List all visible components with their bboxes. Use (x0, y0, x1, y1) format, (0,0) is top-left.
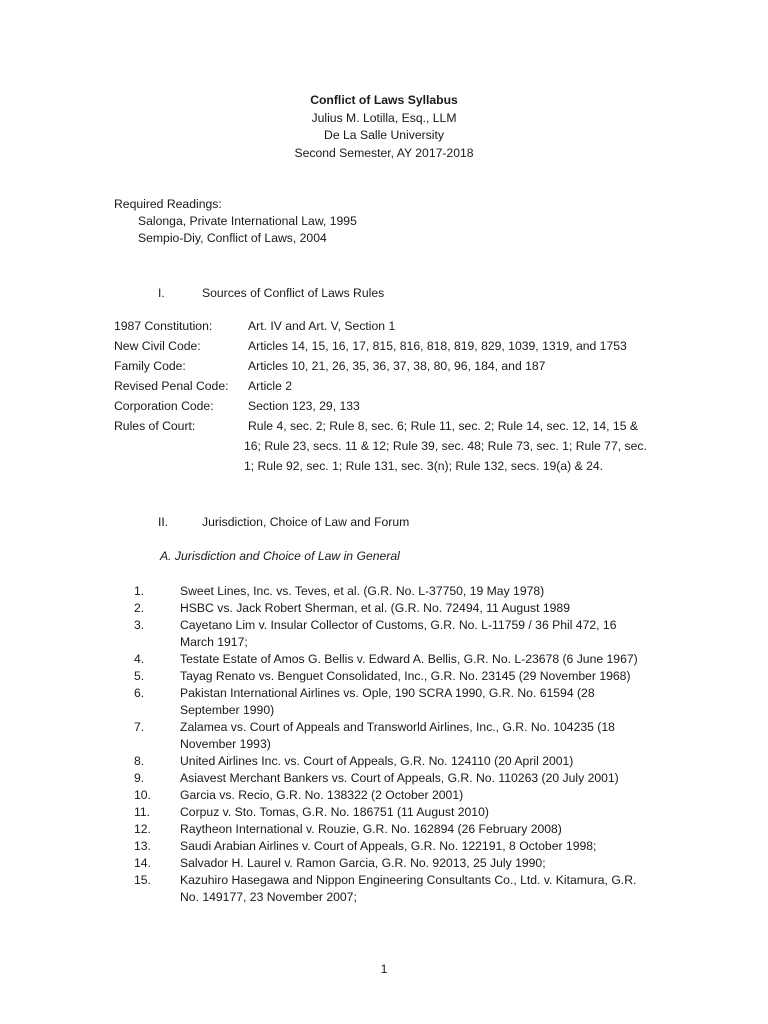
case-citation-line: Kazuhiro Hasegawa and Nippon Engineering Consultants Co., Ltd. v. Kitamura, G.R. (180, 873, 637, 887)
case-citation (180, 787, 654, 804)
case-item (134, 855, 654, 872)
case-citation-line: HSBC vs. Jack Robert Sherman, et al. (G.R. No. 72494, 11 August 1989 (180, 601, 570, 615)
page-number: 1 (380, 962, 388, 976)
source-label: 1987 Constitution: (114, 319, 213, 333)
case-citation-line: Zalamea vs. Court of Appeals and Transworld Airlines, Inc., G.R. No. 104235 (18 (180, 720, 615, 734)
case-item (134, 872, 654, 906)
case-item (134, 753, 654, 770)
case-number: 14. (134, 856, 151, 870)
source-value: Articles 10, 21, 26, 35, 36, 37, 38, 80, 96, 184, and 187 (248, 359, 546, 373)
case-citation (180, 651, 654, 668)
source-label: Revised Penal Code: (114, 379, 229, 393)
case-item (134, 668, 654, 685)
case-number: 10. (134, 788, 151, 802)
case-citation-line: Testate Estate of Amos G. Bellis v. Edward A. Bellis, G.R. No. L-23678 (6 June 1967) (180, 652, 638, 666)
case-citation (180, 838, 654, 855)
case-number: 4. (134, 652, 145, 666)
document-header (0, 92, 768, 162)
case-citation-line: November 1993) (180, 737, 271, 751)
case-citation-line: Salvador H. Laurel v. Ramon Garcia, G.R. No. 92013, 25 July 1990; (180, 856, 546, 870)
source-row (114, 418, 674, 475)
document-title: Conflict of Laws Syllabus (310, 93, 458, 107)
case-number: 12. (134, 822, 151, 836)
source-label: Rules of Court: (114, 419, 196, 433)
reading-item: Sempio-Diy, Conflict of Laws, 2004 (138, 231, 327, 245)
case-citation-line: Saudi Arabian Airlines v. Court of Appeals, G.R. No. 122191, 8 October 1998; (180, 839, 597, 853)
case-item (134, 651, 654, 668)
case-citation (180, 753, 654, 770)
case-item (134, 583, 654, 600)
case-number: 1. (134, 584, 145, 598)
source-row (114, 358, 674, 375)
case-citation (180, 872, 654, 906)
case-item (134, 617, 654, 651)
case-citation (180, 685, 654, 719)
case-citation (180, 583, 654, 600)
case-citation-line: Garcia vs. Recio, G.R. No. 138322 (2 October 2001) (180, 788, 464, 802)
case-citation-line: No. 149177, 23 November 2007; (180, 890, 357, 904)
source-row (114, 398, 674, 415)
case-number: 7. (134, 720, 145, 734)
case-citation-line: September 1990) (180, 703, 275, 717)
readings-label: Required Readings: (114, 197, 222, 211)
source-value: Section 123, 29, 133 (248, 399, 360, 413)
source-value: Art. IV and Art. V, Section 1 (248, 319, 396, 333)
source-row (114, 378, 674, 395)
case-number: 5. (134, 669, 145, 683)
case-citation (180, 719, 654, 753)
case-citation-line: March 1917; (180, 635, 248, 649)
case-item (134, 838, 654, 855)
case-number: 8. (134, 754, 145, 768)
case-number: 3. (134, 618, 145, 632)
required-readings (114, 196, 357, 247)
case-citation (180, 617, 654, 651)
case-citation-line: Sweet Lines, Inc. vs. Teves, et al. (G.R. No. L-37750, 19 May 1978) (180, 584, 545, 598)
section-title: Sources of Conflict of Laws Rules (202, 286, 385, 300)
rules-of-court-line: 1; Rule 92, sec. 1; Rule 131, sec. 3(n); Rule 132, secs. 19(a) & 24. (244, 459, 604, 473)
section-heading-jurisdiction (158, 514, 409, 531)
section-numeral: I. (158, 286, 165, 300)
case-number: 2. (134, 601, 145, 615)
source-value: Article 2 (248, 379, 293, 393)
case-item (134, 600, 654, 617)
reading-item: Salonga, Private International Law, 1995 (138, 214, 357, 228)
case-citation (180, 821, 654, 838)
source-value (244, 418, 674, 475)
case-citation-line: Pakistan International Airlines vs. Ople, 190 SCRA 1990, G.R. No. 61594 (28 (180, 686, 595, 700)
source-label: Family Code: (114, 359, 186, 373)
source-value: Articles 14, 15, 16, 17, 815, 816, 818, 819, 829, 1039, 1319, and 1753 (248, 339, 627, 353)
case-item (134, 719, 654, 753)
case-item (134, 804, 654, 821)
case-citation (180, 855, 654, 872)
cases-list (134, 583, 654, 906)
case-number: 6. (134, 686, 145, 700)
author-line: Julius M. Lotilla, Esq., LLM (311, 110, 457, 125)
case-citation-line: Asiavest Merchant Bankers vs. Court of Appeals, G.R. No. 110263 (20 July 2001) (180, 771, 619, 785)
case-item (134, 821, 654, 838)
case-number: 9. (134, 771, 145, 785)
case-citation-line: Raytheon International v. Rouzie, G.R. No. 162894 (26 February 2008) (180, 822, 562, 836)
case-item (134, 787, 654, 804)
university-line: De La Salle University (324, 128, 444, 142)
source-label: New Civil Code: (114, 339, 201, 353)
case-citation (180, 804, 654, 821)
source-label: Corporation Code: (114, 399, 214, 413)
semester-line: Second Semester, AY 2017-2018 (294, 145, 474, 160)
case-citation-line: United Airlines Inc. vs. Court of Appeals, G.R. No. 124110 (20 April 2001) (180, 754, 574, 768)
source-row (114, 338, 674, 355)
case-citation-line: Tayag Renato vs. Benguet Consolidated, Inc., G.R. No. 23145 (29 November 1968) (180, 669, 631, 683)
case-number: 11. (134, 805, 151, 819)
source-row (114, 318, 674, 335)
case-citation (180, 668, 654, 685)
case-item (134, 770, 654, 787)
case-citation-line: Cayetano Lim v. Insular Collector of Customs, G.R. No. L-11759 / 36 Phil 472, 16 (180, 618, 617, 632)
section-numeral: II. (158, 515, 169, 529)
section-title: Jurisdiction, Choice of Law and Forum (202, 515, 410, 529)
case-number: 15. (134, 873, 151, 887)
case-citation-line: Corpuz v. Sto. Tomas, G.R. No. 186751 (11 August 2010) (180, 805, 489, 819)
case-citation (180, 770, 654, 787)
section-heading-sources (158, 285, 384, 302)
subheading: A. Jurisdiction and Choice of Law in General (160, 549, 400, 563)
sources-list (114, 318, 674, 475)
rules-of-court-line: 16; Rule 23, secs. 11 & 12; Rule 39, sec. 48; Rule 73, sec. 1; Rule 77, sec. (244, 439, 647, 453)
case-item (134, 685, 654, 719)
case-citation (180, 600, 654, 617)
case-number: 13. (134, 839, 151, 853)
rules-of-court-line: Rule 4, sec. 2; Rule 8, sec. 6; Rule 11, sec. 2; Rule 14, sec. 12, 14, 15 & (248, 419, 638, 433)
